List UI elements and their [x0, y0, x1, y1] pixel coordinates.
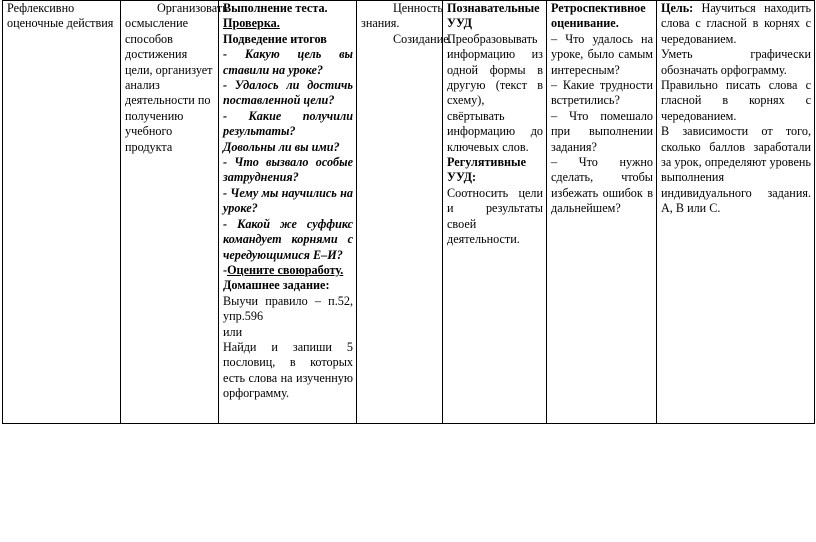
goal-label: Цель:	[661, 1, 694, 15]
homework-option-1: Выучи правило – п.52, упр.596	[223, 293, 353, 324]
outcome-p2: Уметь графически обозначать орфограмму.	[661, 47, 811, 77]
goal-paragraph	[661, 1, 811, 47]
assessment-title: Ретроспективное оценивание.	[551, 1, 646, 31]
homework-title: Домашнее задание:	[223, 278, 330, 293]
values-line-2: Созидание.	[393, 31, 452, 46]
uud-text-1: Преобразовывать информацию из одной формы в другую (текст в схему), свёртывать информацию до ключевых слов.	[447, 31, 543, 154]
lesson-plan-table	[2, 0, 815, 424]
assessment-q2: – Какие трудности встретились?	[551, 78, 653, 108]
uud-cell	[443, 1, 547, 424]
question-1: - Какую цель вы ставили на уроке?	[223, 47, 353, 77]
uud-text-2: Соотносить цели и результаты своей деятельности.	[447, 185, 543, 247]
assessment-q4: – Что нужно сделать, чтобы избежать ошибок в дальнейшем?	[551, 155, 653, 216]
outcome-cell	[657, 1, 815, 424]
question-7: - Какой же суффикс командует корнями с чередующимися Е–И?	[223, 216, 353, 262]
outcome-p3: Правильно писать слова с гласной в корнях с чередованием.	[661, 78, 811, 123]
question-6: - Чему мы научились на уроке?	[223, 185, 353, 216]
homework-option-2: Найди и запиши 5 пословиц, в которых есть слова на изученную орфограмму.	[223, 339, 353, 401]
assessment-q1: – Что удалось на уроке, было самым интересным?	[551, 31, 653, 77]
assessment-cell	[547, 1, 657, 424]
table-row	[3, 1, 815, 424]
uud-title-2: Регулятивные УУД:	[447, 155, 526, 185]
question-5: - Что вызвало особые затруднения?	[223, 155, 353, 185]
teacher-goal-text: Организовать осмысление способов достижения цели, организует анализ деятельности по получению учебного продукта	[125, 1, 228, 154]
outcome-p4: В зависимости от того, сколько баллов заработали за урок, определяют уровень выполнения индивидуального задания. А, В или С.	[661, 124, 811, 216]
values-cell	[357, 1, 452, 424]
question-4: Довольны ли вы ими?	[223, 139, 340, 154]
question-3: - Какие получили результаты?	[223, 108, 353, 139]
question-2: - Удалось ли достичь поставленной цели?	[223, 78, 353, 108]
activity-cell	[219, 1, 357, 424]
activity-heading-2: Проверка.	[223, 16, 280, 31]
question-8: -Оцените своюработу.	[223, 262, 344, 277]
values-line-1: Ценность знания.	[361, 1, 443, 31]
assessment-q3: – Что помешало при выполнении задания?	[551, 108, 653, 154]
homework-or: или	[223, 324, 243, 339]
uud-title-1: Познавательные УУД	[447, 1, 540, 31]
teacher-goal-cell	[121, 1, 228, 424]
activity-heading-1: Выполнение теста.	[223, 1, 328, 15]
goal-text: Научиться находить слова с гласной в корнях с чередованием.	[661, 1, 811, 46]
activity-heading-3: Подведение итогов	[223, 31, 327, 46]
stage-name: Рефлексивно оценочные действия	[7, 1, 114, 31]
stage-cell	[3, 1, 121, 424]
